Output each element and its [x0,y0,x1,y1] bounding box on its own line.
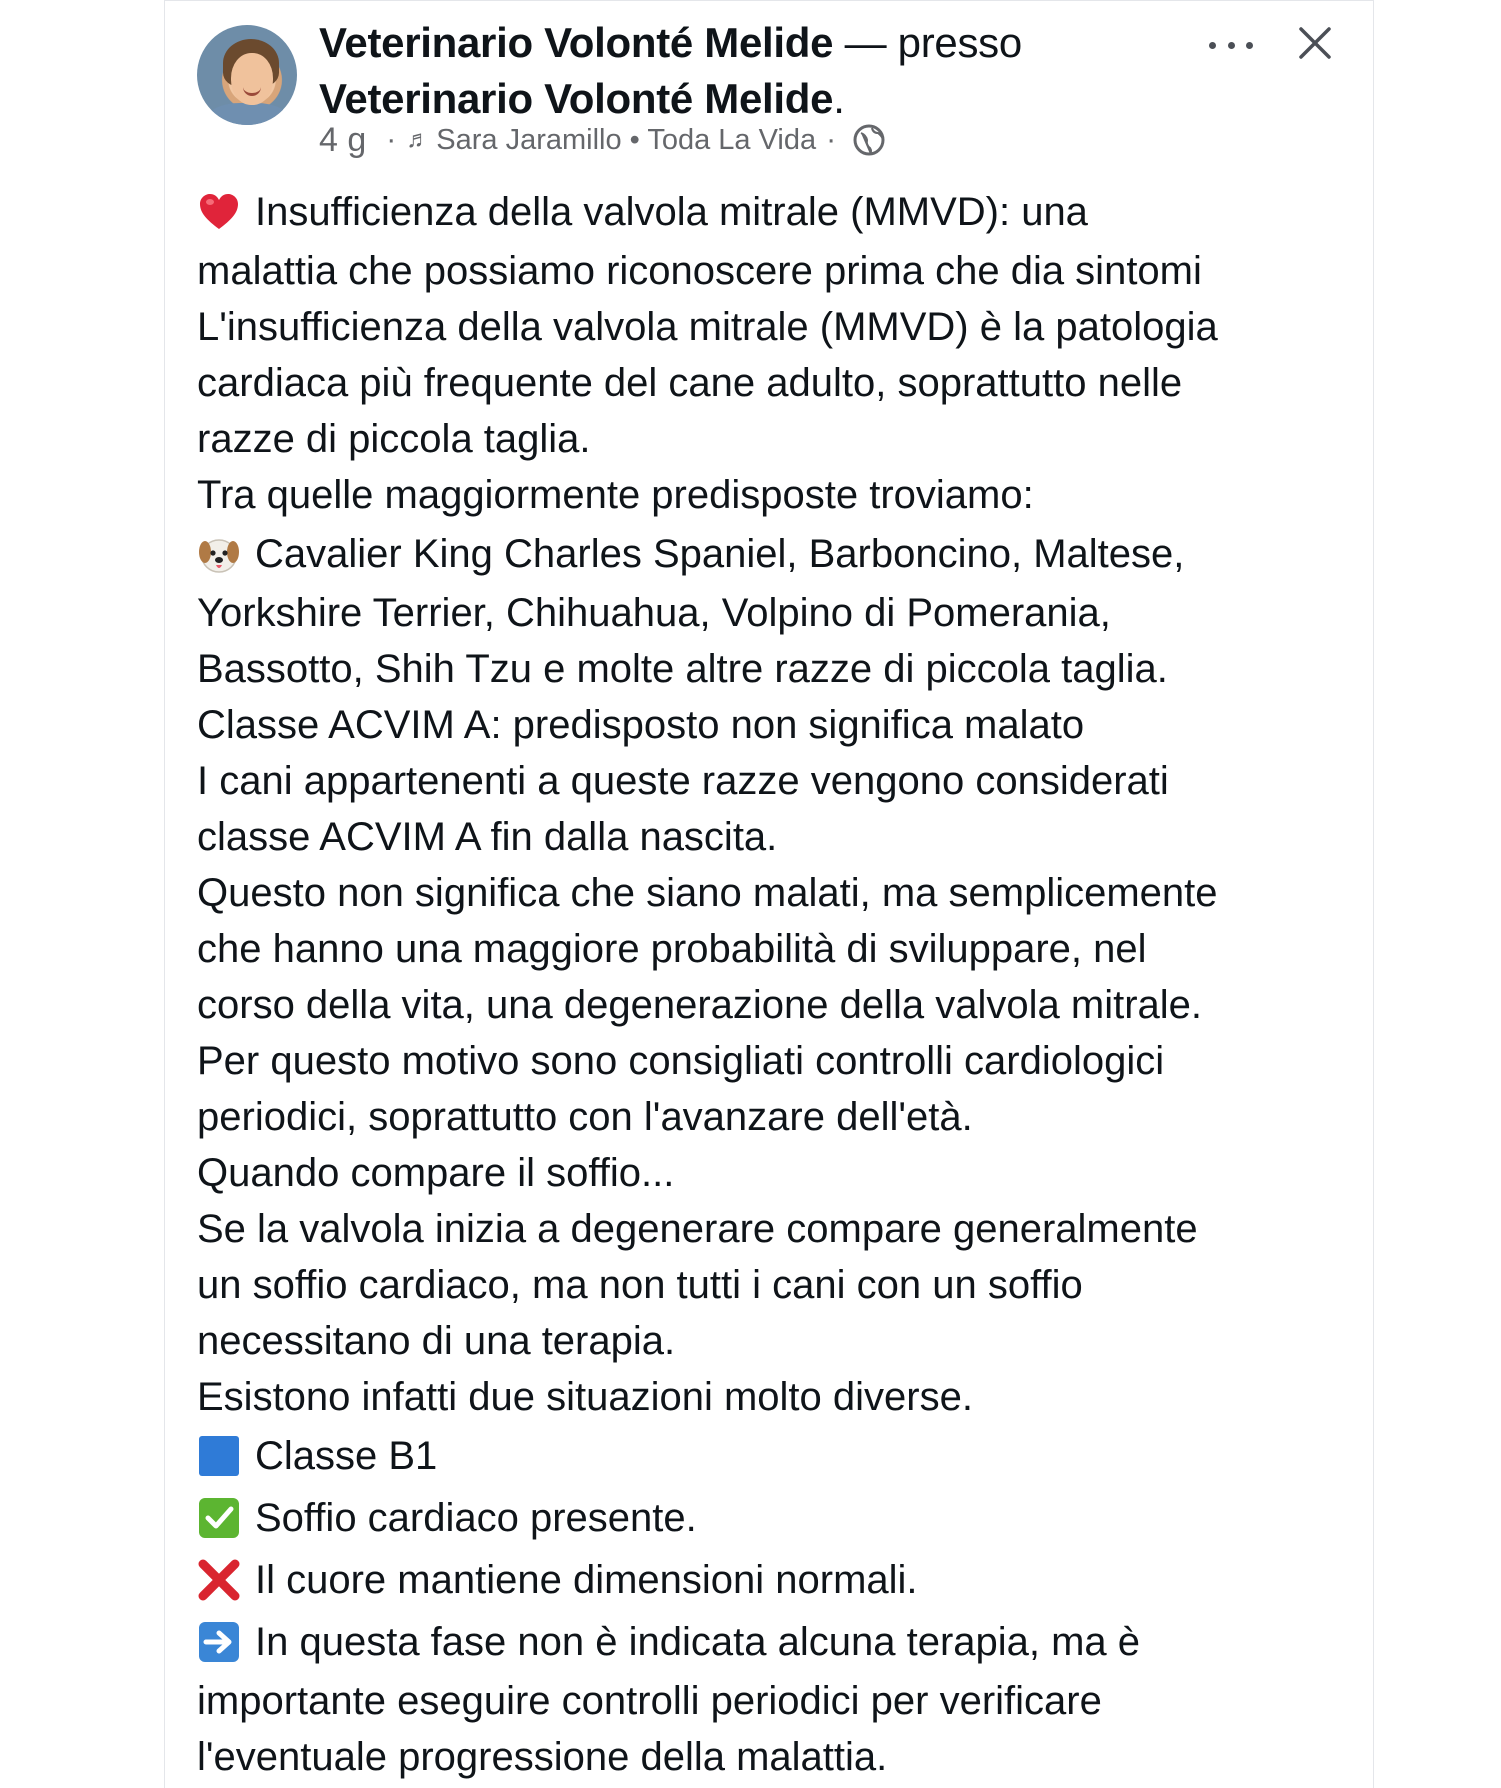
more-options-dot [1209,42,1216,49]
post-text-line [197,697,1347,753]
post-text-line-content: L'insufficienza della valvola mitrale (MMVD) è la patologia [197,305,1218,349]
post-text-line-content: classe ACVIM A fin dalla nascita. [197,815,778,859]
at-location-text: — presso [844,19,1022,66]
post-text-line [197,809,1347,865]
post-text-line [197,299,1347,355]
close-button[interactable] [1297,25,1333,61]
post-text-line [197,753,1347,809]
heart-emoji-icon [197,190,241,234]
post-text-line [197,1611,1347,1673]
cross-mark-emoji-icon [197,1558,241,1602]
post-text-line [197,467,1347,523]
post-text-line-content: Questo non significa che siano malati, ma semplicemente [197,871,1218,915]
post-header-title [319,15,1119,127]
song-link[interactable]: Sara Jaramillo • Toda La Vida [436,123,817,156]
post-text-line-content: Insufficienza della valvola mitrale (MMVD): una [255,190,1088,234]
post-text-line [197,1425,1347,1487]
post-text-line-content: Classe B1 [255,1434,438,1478]
post-body-text [197,181,1347,1785]
check-mark-emoji-icon [197,1496,241,1540]
post-text-line-content: un soffio cardiaco, ma non tutti i cani con un soffio [197,1263,1083,1307]
post-text-line-content: Esistono infatti due situazioni molto diverse. [197,1375,973,1419]
music-note-icon: ♬ [406,126,431,153]
post-text-line-content: periodici, soprattutto con l'avanzare dell'età. [197,1095,973,1139]
location-name-link[interactable]: Veterinario Volonté Melide [319,75,834,122]
post-text-line [197,1549,1347,1611]
right-arrow-emoji-icon [197,1620,241,1664]
post-text-line-content: razze di piccola taglia. [197,417,591,461]
meta-separator-2: · [826,123,837,156]
globe-icon[interactable] [852,123,886,157]
more-options-dot [1246,42,1253,49]
post-text-line [197,523,1347,585]
post-text-line [197,411,1347,467]
post-text-line [197,355,1347,411]
location-suffix: . [833,75,845,122]
avatar-shirt [207,103,289,125]
dog-face-emoji-icon [197,532,241,576]
post-text-line [197,181,1347,243]
post-text-line-content: corso della vita, una degenerazione della valvola mitrale. [197,983,1203,1027]
post-text-line-content: Se la valvola inizia a degenerare compare generalmente [197,1207,1198,1251]
post-text-line [197,1673,1347,1729]
post-text-line [197,1145,1347,1201]
blue-square-emoji-icon [197,1434,241,1478]
post-text-line [197,977,1347,1033]
post-text-line-content: che hanno una maggiore probabilità di sviluppare, nel [197,927,1147,971]
post-text-line [197,1201,1347,1257]
post-text-line-content: cardiaca più frequente del cane adulto, soprattutto nelle [197,361,1183,405]
avatar-face [231,53,273,105]
post-text-line [197,585,1347,641]
post-text-line [197,865,1347,921]
post-text-line-content: Per questo motivo sono consigliati controlli cardiologici [197,1039,1165,1083]
post-text-line [197,243,1347,299]
post-text-line-content: I cani appartenenti a queste razze vengono considerati [197,759,1169,803]
post-text-line [197,1313,1347,1369]
post-meta [319,119,886,161]
post-text-line-content: Il cuore mantiene dimensioni normali. [255,1558,918,1602]
post-text-line [197,1257,1347,1313]
post-text-line-content: Yorkshire Terrier, Chihuahua, Volpino di Pomerania, [197,591,1111,635]
author-avatar[interactable] [197,25,297,125]
post-text-line [197,641,1347,697]
post-text-line-content: Cavalier King Charles Spaniel, Barboncino, Maltese, [255,532,1185,576]
post-text-line-content: Soffio cardiaco presente. [255,1496,697,1540]
meta-separator: · [386,123,397,156]
post-text-line-content: importante eseguire controlli periodici per verificare [197,1679,1102,1723]
post-text-line-content: Quando compare il soffio... [197,1151,675,1195]
post-text-line-content: necessitano di una terapia. [197,1319,676,1363]
post-text-line-content: malattia che possiamo riconoscere prima che dia sintomi [197,249,1202,293]
more-options-dot [1228,42,1235,49]
post-time-link[interactable]: 4 g [319,120,367,159]
post-card [164,0,1374,1788]
post-text-line-content: Bassotto, Shih Tzu e molte altre razze di piccola taglia. [197,647,1168,691]
post-text-line [197,1369,1347,1425]
post-text-line [197,1729,1347,1785]
post-text-line-content: Tra quelle maggiormente predisposte troviamo: [197,473,1034,517]
post-text-line-content: Classe ACVIM A: predisposto non significa malato [197,703,1085,747]
post-text-line [197,921,1347,977]
post-text-line-content: l'eventuale progressione della malattia. [197,1735,888,1779]
post-text-line [197,1033,1347,1089]
more-options-button[interactable] [1209,35,1253,55]
close-icon [1297,25,1333,61]
post-text-line-content: In questa fase non è indicata alcuna terapia, ma è [255,1620,1141,1664]
author-name-link[interactable]: Veterinario Volonté Melide [319,19,834,66]
post-text-line [197,1089,1347,1145]
post-text-line [197,1487,1347,1549]
